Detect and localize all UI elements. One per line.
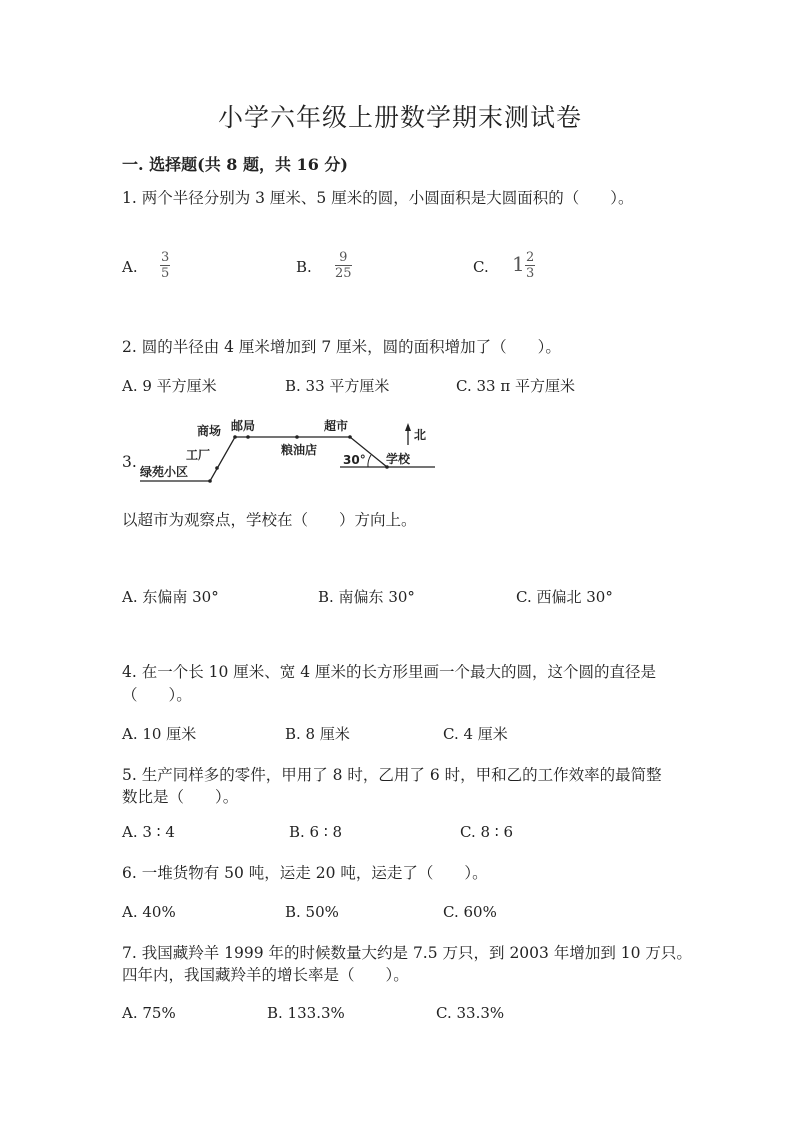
q1-b-numerator: 9 — [335, 250, 352, 266]
q1-b-denominator: 25 — [335, 266, 352, 281]
q3-label-north: 北 — [414, 428, 427, 442]
q6-option-b: B. 50% — [285, 903, 339, 921]
q4-option-b: B. 8 厘米 — [285, 725, 350, 743]
q3-market-point — [348, 435, 352, 439]
q4-option-c: C. 4 厘米 — [443, 725, 508, 743]
q3-factory-point — [215, 466, 219, 470]
q3-community-point — [208, 479, 212, 483]
q3-label-grain: 粮油店 — [281, 443, 318, 457]
q1-a-numerator: 3 — [161, 250, 170, 265]
question-2-text: 2. 圆的半径由 4 厘米增加到 7 厘米，圆的面积增加了（ ）。 — [122, 338, 561, 356]
q1-option-a-label: A. — [122, 258, 138, 276]
question-4-line-1: 4. 在一个长 10 厘米、宽 4 厘米的长方形里画一个最大的圆，这个圆的直径是 — [122, 663, 657, 681]
q6-option-c: C. 60% — [443, 903, 497, 921]
q3-option-a: A. 东偏南 30° — [122, 588, 219, 606]
q1-c-whole: 1 — [512, 252, 525, 276]
q1-option-a-fraction — [160, 250, 170, 281]
q1-option-b-fraction — [335, 250, 352, 281]
q2-option-a: A. 9 平方厘米 — [122, 377, 217, 395]
question-1-text: 1. 两个半径分别为 3 厘米、5 厘米的圆，小圆面积是大圆面积的（ ）。 — [122, 189, 634, 207]
q3-grain-point — [295, 435, 299, 439]
q1-option-b-label: B. — [296, 258, 312, 276]
q1-a-denominator: 5 — [161, 266, 170, 281]
q2-option-b: B. 33 平方厘米 — [285, 377, 390, 395]
q3-option-b: B. 南偏东 30° — [318, 588, 415, 606]
q2-option-c: C. 33 π 平方厘米 — [456, 377, 575, 395]
q3-angle-arc — [368, 455, 371, 467]
q3-label-shop: 商场 — [197, 424, 222, 438]
q1-c-numerator: 2 — [526, 250, 535, 265]
q3-north-arrow-head — [405, 423, 411, 431]
q1-option-c-label: C. — [473, 258, 489, 276]
q3-label-school: 学校 — [386, 452, 411, 466]
q7-option-b: B. 133.3% — [267, 1004, 345, 1022]
question-3-text: 以超市为观察点，学校在（ ）方向上。 — [122, 511, 417, 529]
question-3-number: 3. — [122, 453, 137, 471]
q4-option-a: A. 10 厘米 — [122, 725, 197, 743]
q5-option-a: A. 3 ∶ 4 — [122, 823, 175, 841]
section-heading: 一. 选择题(共 8 题，共 16 分) — [122, 155, 348, 174]
q7-option-c: C. 33.3% — [436, 1004, 505, 1022]
question-5-line-2: 数比是（ ）。 — [122, 788, 239, 806]
q3-option-c: C. 西偏北 30° — [516, 588, 613, 606]
q3-label-market: 超市 — [324, 419, 349, 433]
question-6-text: 6. 一堆货物有 50 吨，运走 20 吨，运走了（ ）。 — [122, 864, 488, 882]
q7-option-a: A. 75% — [122, 1004, 176, 1022]
q5-option-c: C. 8 ∶ 6 — [460, 823, 514, 841]
q1-option-c-fraction — [525, 250, 535, 281]
q3-label-post: 邮局 — [231, 419, 256, 433]
q6-option-a: A. 40% — [122, 903, 176, 921]
q3-map-diagram — [135, 415, 445, 487]
q3-label-factory: 工厂 — [186, 448, 211, 462]
q3-post-point — [246, 435, 250, 439]
q3-shop-point — [233, 435, 237, 439]
question-7-line-1: 7. 我国藏羚羊 1999 年的时候数量大约是 7.5 万只，到 2003 年增加到 10 万只。 — [122, 944, 692, 962]
page-title: 小学六年级上册数学期末测试卷 — [217, 103, 582, 132]
question-7-line-2: 四年内，我国藏羚羊的增长率是（ ）。 — [122, 966, 409, 984]
question-4-line-2: （ ）。 — [122, 686, 192, 704]
q3-label-community: 绿苑小区 — [140, 465, 189, 479]
q1-c-denominator: 3 — [526, 266, 535, 281]
q5-option-b: B. 6 ∶ 8 — [289, 823, 343, 841]
q3-label-angle: 30° — [343, 453, 366, 467]
question-5-line-1: 5. 生产同样多的零件，甲用了 8 时，乙用了 6 时，甲和乙的工作效率的最简整 — [122, 766, 662, 784]
